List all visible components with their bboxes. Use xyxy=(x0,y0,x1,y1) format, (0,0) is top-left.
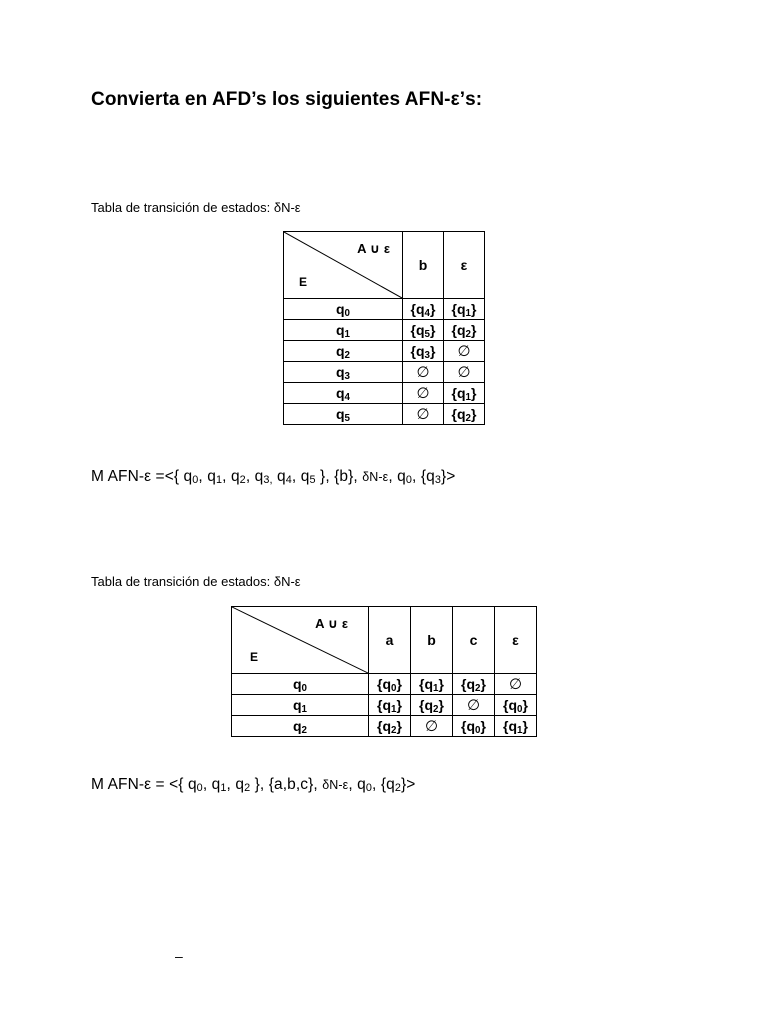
target-index: 1 xyxy=(433,683,439,694)
transition-cell: $\{q_1\}$ xyxy=(444,299,485,320)
target-state: q xyxy=(456,385,466,401)
target-state: q xyxy=(382,718,392,734)
state-cell xyxy=(284,299,403,320)
transition-cell xyxy=(495,674,537,695)
state-cell xyxy=(284,341,403,362)
formula-delta: δN-ε xyxy=(362,470,389,484)
state-index: 4 xyxy=(344,392,350,403)
target-index: 2 xyxy=(391,725,397,736)
target-state: q xyxy=(456,301,466,317)
table-row xyxy=(232,716,537,737)
state-name: q xyxy=(335,322,345,338)
formula-separator: , xyxy=(245,468,255,485)
empty-set-symbol: ∅ xyxy=(457,343,471,360)
state-name: q xyxy=(292,718,302,734)
table-row xyxy=(284,383,485,404)
formula-state-index: 1 xyxy=(215,474,223,486)
empty-set-symbol: ∅ xyxy=(508,676,523,693)
table-corner-cell xyxy=(284,232,403,299)
target-state: q xyxy=(415,343,425,359)
state-index: 2 xyxy=(301,725,307,736)
target-index: 4 xyxy=(424,308,430,319)
corner-top-label: A ∪ ε xyxy=(315,616,348,631)
state-index: 5 xyxy=(344,413,350,424)
transition-cell: $\{q_5\}$ xyxy=(403,320,444,341)
formula-state: q xyxy=(254,468,264,485)
column-header-2: c xyxy=(453,607,495,674)
transition-cell: $\{q_0\}$ xyxy=(495,695,537,716)
formula-state: q xyxy=(235,776,245,793)
column-header-1: ε xyxy=(444,232,485,299)
formula-state-index: 2 xyxy=(244,782,251,794)
corner-bottom-label: E xyxy=(299,275,308,289)
target-state: q xyxy=(382,676,392,692)
formula-separator: , xyxy=(198,468,208,485)
target-index: 0 xyxy=(391,683,397,694)
state-name: q xyxy=(292,697,302,713)
transition-cell: $\{q_2\}$ xyxy=(369,716,411,737)
target-index: 1 xyxy=(391,704,397,715)
state-name: q xyxy=(335,364,345,380)
formula-final-prefix: , {q xyxy=(372,776,395,793)
target-index: 3 xyxy=(424,350,430,361)
formula-alphabet: }, {a,b,c}, xyxy=(254,776,323,793)
formula-state-index: 0 xyxy=(196,782,203,794)
empty-set-symbol: ∅ xyxy=(457,364,471,381)
state-name: q xyxy=(335,406,345,422)
formula-state: q xyxy=(277,468,286,485)
state-index: 2 xyxy=(344,350,350,361)
table-row xyxy=(232,674,537,695)
transition-cell: $\{q_2\}$ xyxy=(411,695,453,716)
transition-cell: $\{q_4\}$ xyxy=(403,299,444,320)
state-index: 1 xyxy=(344,329,350,340)
target-index: 5 xyxy=(424,329,430,340)
transition-table-1 xyxy=(283,231,485,425)
state-cell xyxy=(284,362,403,383)
empty-set-symbol: ∅ xyxy=(416,364,430,381)
state-name: q xyxy=(292,676,302,692)
transition-cell: $\{q_0\}$ xyxy=(369,674,411,695)
formula-state: q xyxy=(211,776,221,793)
state-cell xyxy=(232,674,369,695)
transition-cell xyxy=(444,362,485,383)
formula-state-index: 0 xyxy=(192,474,199,486)
column-header-1: b xyxy=(411,607,453,674)
state-cell xyxy=(232,695,369,716)
automaton-definition-2 xyxy=(91,776,415,794)
target-state: q xyxy=(415,301,425,317)
table-row xyxy=(284,362,485,383)
target-index: 0 xyxy=(475,725,481,736)
transition-cell: $\{q_2\}$ xyxy=(444,404,485,425)
target-state: q xyxy=(382,697,392,713)
target-index: 2 xyxy=(465,329,471,340)
transition-cell xyxy=(453,695,495,716)
transition-cell: $\{q_0\}$ xyxy=(453,716,495,737)
formula-state-index: 5 xyxy=(309,474,316,486)
state-cell xyxy=(284,404,403,425)
formula-state: q xyxy=(183,468,193,485)
state-index: 0 xyxy=(301,683,307,694)
transition-cell xyxy=(403,362,444,383)
formula-state: q xyxy=(207,468,216,485)
target-index: 1 xyxy=(465,392,471,403)
transition-cell: $\{q_1\}$ xyxy=(495,716,537,737)
target-index: 2 xyxy=(433,704,439,715)
formula-state: q xyxy=(187,776,197,793)
formula-state-index: 2 xyxy=(239,474,246,486)
table1-caption: Tabla de transición de estados: δN-ε xyxy=(91,200,301,215)
table-corner-cell xyxy=(232,607,369,674)
transition-cell: $\{q_1\}$ xyxy=(444,383,485,404)
target-index: 1 xyxy=(517,725,523,736)
formula-state: q xyxy=(230,468,240,485)
column-header-0: b xyxy=(403,232,444,299)
empty-set-symbol: ∅ xyxy=(466,697,481,714)
formula-separator: , xyxy=(222,468,231,485)
formula-final-prefix: , {q xyxy=(412,468,435,485)
formula-delta: δN-ε xyxy=(322,778,349,792)
table2-caption: Tabla de transición de estados: δN-ε xyxy=(91,574,301,589)
formula-state: q xyxy=(300,468,310,485)
transition-cell xyxy=(403,404,444,425)
target-index: 0 xyxy=(517,704,523,715)
formula-prefix: M AFN-ε = <{ xyxy=(91,776,188,793)
formula-final-suffix: }> xyxy=(400,776,416,793)
target-index: 2 xyxy=(475,683,481,694)
page-title: Convierta en AFD’s los siguientes AFN-ε’s: xyxy=(91,89,483,110)
empty-set-symbol: ∅ xyxy=(424,718,439,735)
state-index: 1 xyxy=(301,704,307,715)
table-header-row xyxy=(284,232,485,299)
formula-final-suffix: }> xyxy=(441,468,456,485)
formula-start-index: 0 xyxy=(405,474,413,486)
column-header-0: a xyxy=(369,607,411,674)
target-state: q xyxy=(415,322,425,338)
state-index: 3 xyxy=(344,371,350,382)
corner-top-label: A ∪ ε xyxy=(357,241,390,256)
empty-set-symbol: ∅ xyxy=(416,406,430,423)
transition-table-2 xyxy=(231,606,537,737)
transition-cell xyxy=(411,716,453,737)
formula-final-index: 3 xyxy=(434,474,441,486)
transition-cell xyxy=(403,383,444,404)
formula-state-index: 4 xyxy=(285,474,292,486)
target-state: q xyxy=(456,406,466,422)
formula-separator: , xyxy=(291,468,301,485)
state-cell xyxy=(284,320,403,341)
target-state: q xyxy=(424,676,434,692)
transition-cell: $\{q_2\}$ xyxy=(453,674,495,695)
column-header-3: ε xyxy=(495,607,537,674)
formula-start-prefix: , q xyxy=(348,776,366,793)
empty-set-symbol: ∅ xyxy=(416,385,430,402)
state-name: q xyxy=(335,343,345,359)
table-row xyxy=(284,320,485,341)
target-index: 1 xyxy=(465,308,471,319)
transition-cell: $\{q_3\}$ xyxy=(403,341,444,362)
target-state: q xyxy=(508,718,518,734)
formula-final-index: 2 xyxy=(394,782,401,794)
state-cell xyxy=(284,383,403,404)
transition-cell: $\{q_1\}$ xyxy=(369,695,411,716)
table-row xyxy=(284,404,485,425)
table-row xyxy=(232,695,537,716)
state-name: q xyxy=(335,385,345,401)
table-row xyxy=(284,299,485,320)
target-state: q xyxy=(466,718,476,734)
transition-cell xyxy=(444,341,485,362)
target-state: q xyxy=(508,697,518,713)
formula-start-prefix: , q xyxy=(388,468,406,485)
table-header-row xyxy=(232,607,537,674)
corner-bottom-label: E xyxy=(250,650,259,664)
formula-start-index: 0 xyxy=(365,782,373,794)
target-state: q xyxy=(466,676,476,692)
table-row xyxy=(284,341,485,362)
formula-state-index: 1 xyxy=(220,782,227,794)
footer-mark: – xyxy=(175,948,183,964)
target-state: q xyxy=(424,697,434,713)
automaton-definition-1 xyxy=(91,468,455,486)
formula-alphabet: }, {b}, xyxy=(320,468,363,485)
transition-cell: $\{q_1\}$ xyxy=(411,674,453,695)
state-index: 0 xyxy=(344,308,350,319)
state-name: q xyxy=(335,301,345,317)
target-index: 2 xyxy=(465,413,471,424)
target-state: q xyxy=(456,322,466,338)
formula-prefix: M AFN-ε =<{ xyxy=(91,468,184,485)
formula-separator: , xyxy=(226,776,236,793)
transition-cell: $\{q_2\}$ xyxy=(444,320,485,341)
formula-state-index: 3, xyxy=(263,474,273,486)
formula-separator: , xyxy=(202,776,212,793)
state-cell xyxy=(232,716,369,737)
